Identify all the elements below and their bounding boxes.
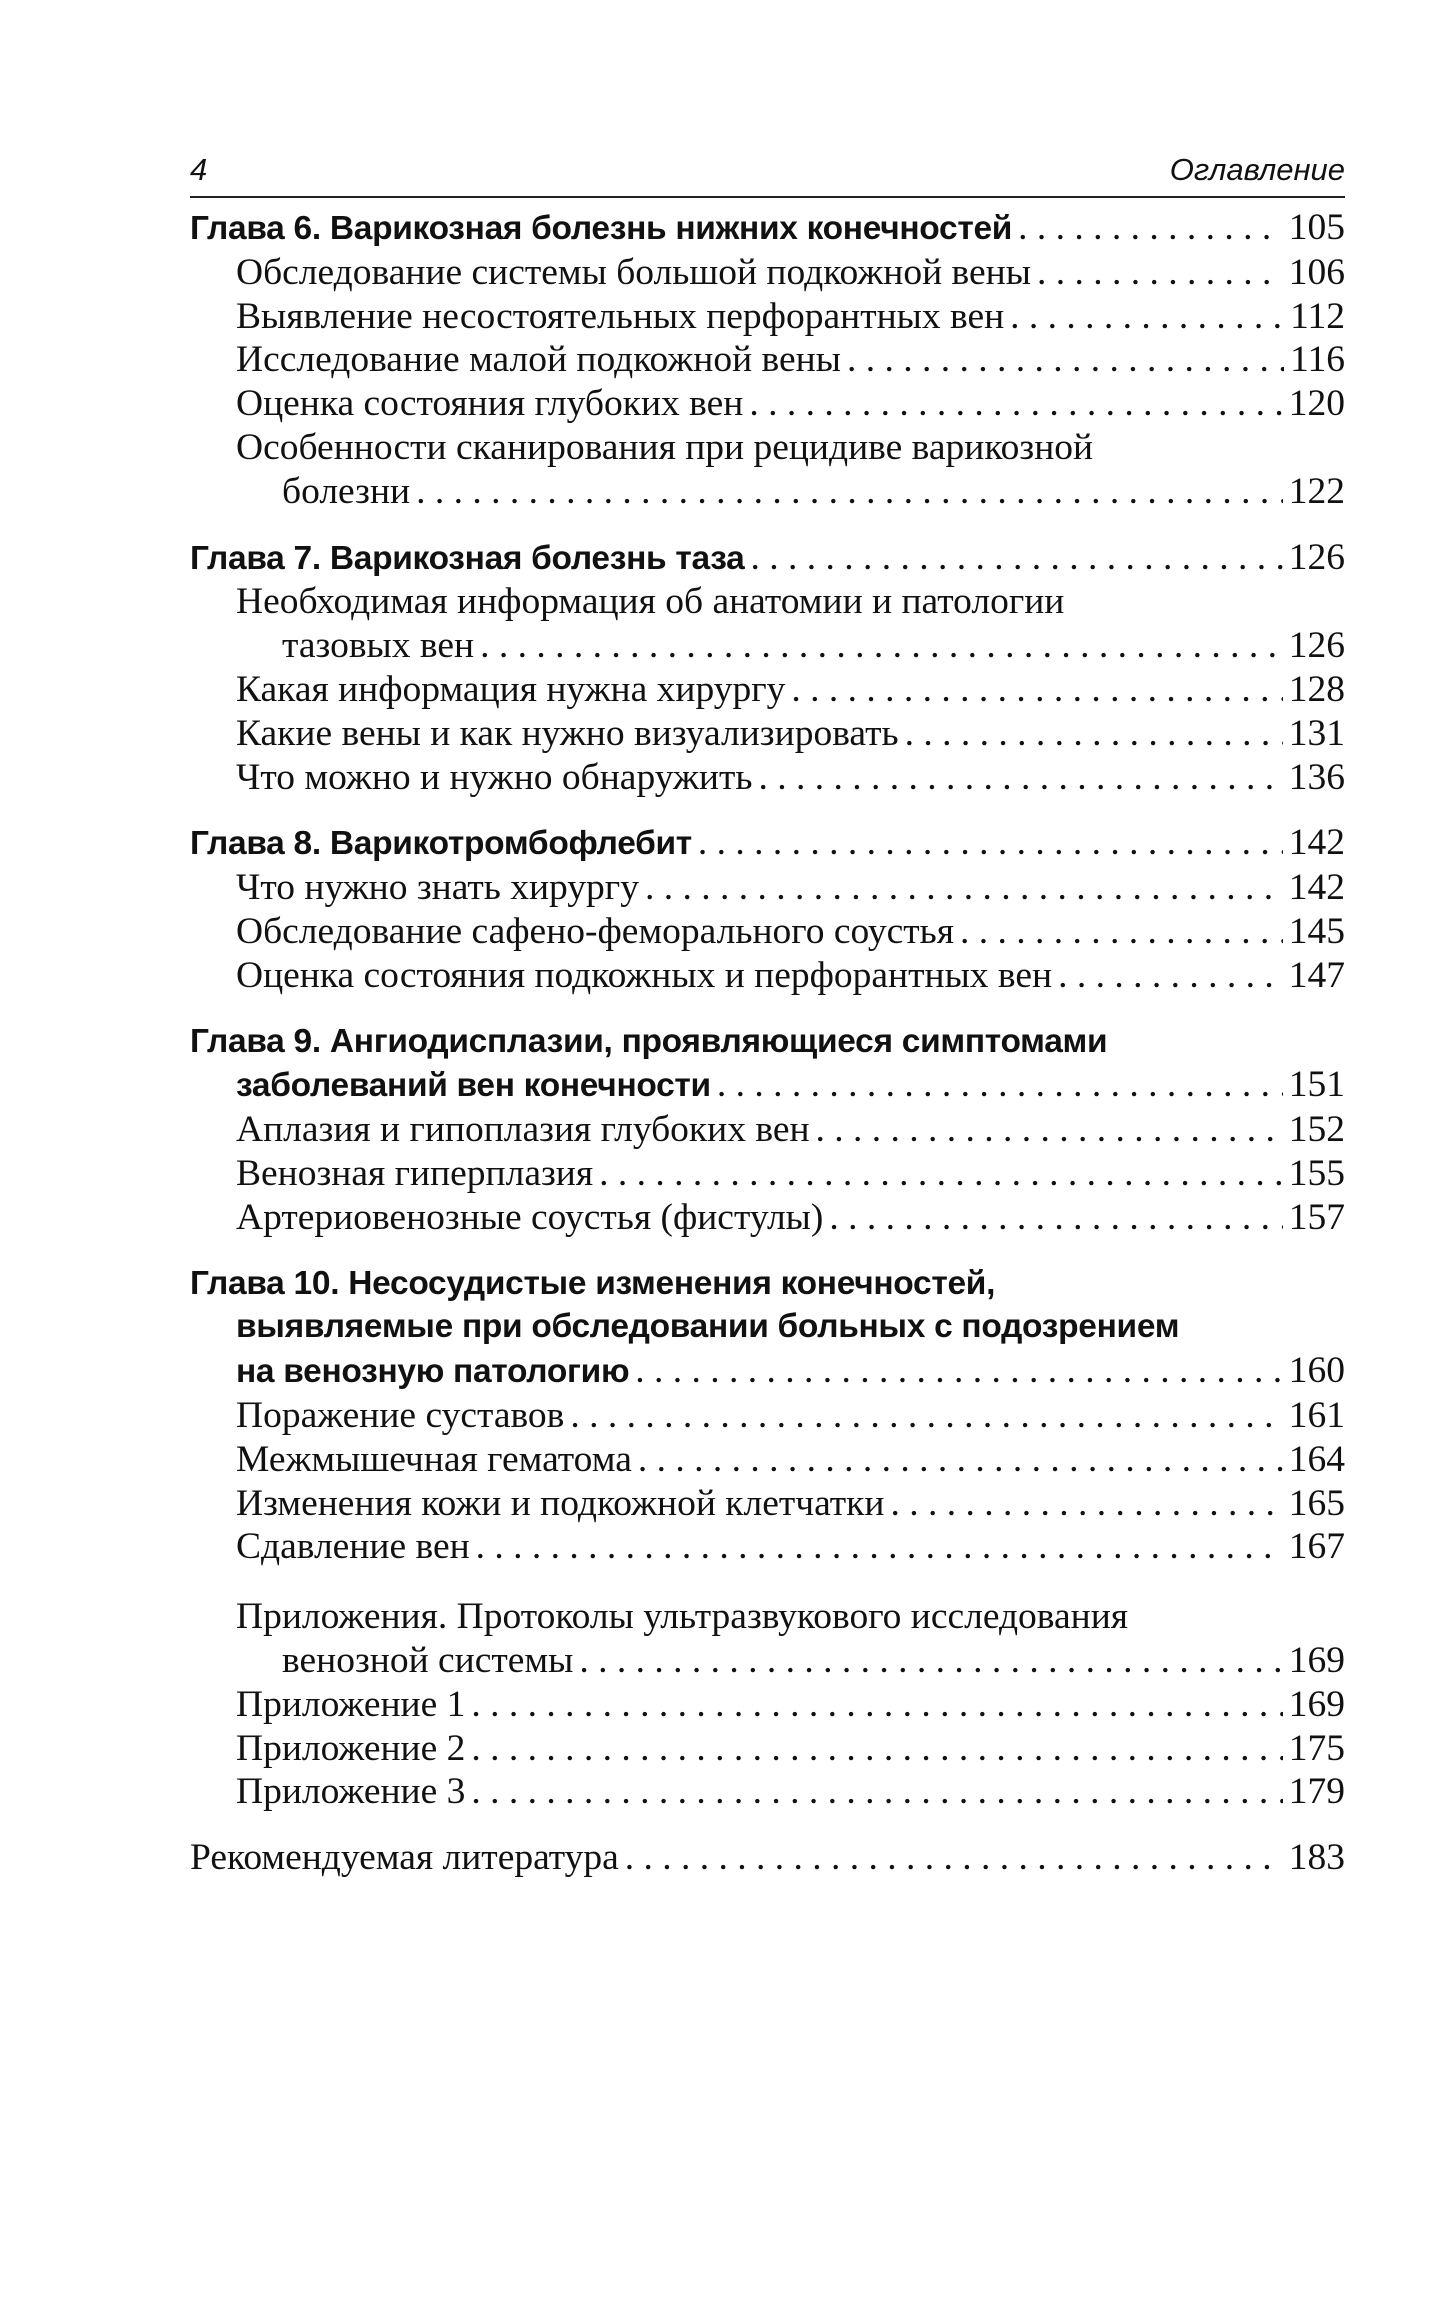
toc-section[interactable] [190, 1108, 1345, 1152]
toc-section[interactable] [190, 338, 1345, 382]
toc-page-number: 155 [1288, 1152, 1345, 1194]
toc-entry-title-line-1: Необходимая информация об анатомии и патологии [236, 581, 1065, 623]
dot-leader [750, 536, 1282, 580]
toc-chapter-10[interactable] [190, 1262, 1345, 1394]
dot-leader [645, 866, 1283, 910]
toc-page-number: 126 [1288, 536, 1345, 578]
dot-leader [905, 712, 1283, 756]
dot-leader [579, 1639, 1282, 1683]
toc-appendices[interactable] [190, 1595, 1345, 1683]
toc-entry-title: Приложение 2 [236, 1727, 466, 1769]
dot-leader [1018, 206, 1283, 250]
dot-leader [476, 1525, 1283, 1569]
document-page [190, 140, 1345, 1902]
dot-leader [471, 1770, 1282, 1814]
toc-section[interactable] [190, 954, 1345, 998]
toc-section[interactable] [190, 1683, 1345, 1727]
toc-section[interactable] [190, 1394, 1345, 1438]
toc-page-number: 128 [1288, 668, 1345, 710]
toc-section[interactable] [190, 1770, 1345, 1814]
toc-entry-title: Оценка состояния глубоких вен [236, 383, 744, 425]
dot-leader [791, 668, 1282, 712]
dot-leader [717, 1063, 1283, 1107]
toc-entry-title: Какие вены и как нужно визуализировать [236, 712, 899, 754]
toc-section[interactable] [190, 668, 1345, 712]
dot-leader [471, 1727, 1282, 1771]
dot-leader [829, 1196, 1282, 1240]
toc-group-chapter-9 [190, 1020, 1345, 1240]
toc-group-appendices [190, 1595, 1345, 1814]
toc-page-number: 161 [1288, 1394, 1345, 1436]
toc-section[interactable] [190, 382, 1345, 426]
toc-page-number: 116 [1290, 339, 1345, 381]
dot-leader [847, 338, 1284, 382]
toc-page-number: 147 [1288, 954, 1345, 996]
dot-leader [890, 1482, 1282, 1526]
toc-entry-title: Приложение 3 [236, 1771, 466, 1813]
toc-page-number: 167 [1288, 1526, 1345, 1568]
toc-page-number: 145 [1288, 910, 1345, 952]
toc-page-number: 106 [1288, 251, 1345, 293]
toc-page-number: 120 [1288, 383, 1345, 425]
dot-leader [960, 910, 1283, 954]
toc-page-number: 142 [1288, 822, 1345, 864]
toc-entry-title: Какая информация нужна хирургу [236, 668, 786, 710]
toc-entry-title-line-1: Приложения. Протоколы ультразвукового исследования [236, 1596, 1129, 1638]
toc-entry-title: Венозная гиперплазия [236, 1152, 594, 1194]
toc-page-number: 131 [1288, 712, 1345, 754]
toc-entry-title-line-1: Особенности сканирования при рецидиве варикозной [236, 426, 1094, 468]
dot-leader [638, 1438, 1283, 1482]
toc-entry-title-line-1: Глава 10. Несосудистые изменения конечностей, [190, 1264, 996, 1302]
toc-entry-title: Выявление несостоятельных перфорантных вен [236, 295, 1005, 337]
toc-page-number: 179 [1288, 1771, 1345, 1813]
toc-page-number: 160 [1288, 1350, 1345, 1392]
toc-entry-title-line-2: выявляемые при обследовании больных с подозрением [236, 1308, 1180, 1346]
toc-entry-title-line-2: болезни [282, 470, 411, 512]
table-of-contents [190, 206, 1345, 1880]
toc-entry-title: Оценка состояния подкожных и перфорантных вен [236, 954, 1053, 996]
toc-page-number: 175 [1288, 1727, 1345, 1769]
toc-entry-title: Исследование малой подкожной вены [236, 339, 841, 381]
toc-group-chapter-10 [190, 1262, 1345, 1570]
toc-entry-title-line-2: заболеваний вен конечности [236, 1067, 711, 1105]
toc-entry-title: Приложение 1 [236, 1683, 466, 1725]
toc-section[interactable] [190, 251, 1345, 295]
toc-page-number: 164 [1288, 1438, 1345, 1480]
dot-leader [749, 382, 1282, 426]
toc-group-chapter-8 [190, 821, 1345, 997]
toc-page-number: 169 [1288, 1639, 1345, 1681]
toc-entry-title: Глава 7. Варикозная болезнь таза [190, 539, 745, 577]
toc-chapter-6[interactable] [190, 206, 1345, 251]
dot-leader [1010, 295, 1284, 339]
toc-references[interactable] [190, 1836, 1345, 1880]
toc-entry-title: Глава 6. Варикозная болезнь нижних конечностей [190, 210, 1013, 247]
toc-entry-title-line-1: Глава 9. Ангиодисплазии, проявляющиеся симптомами [190, 1022, 1108, 1060]
page-number: 4 [190, 152, 208, 187]
toc-chapter-8[interactable] [190, 821, 1345, 866]
toc-entry-title: Аплазия и гипоплазия глубоких вен [236, 1109, 810, 1151]
toc-entry-title: Артериовенозные соустья (фистулы) [236, 1196, 824, 1238]
toc-page-number: 152 [1288, 1109, 1345, 1151]
toc-page-number: 126 [1288, 625, 1345, 667]
toc-section[interactable] [190, 712, 1345, 756]
toc-group-chapter-6 [190, 206, 1345, 514]
toc-page-number: 157 [1288, 1196, 1345, 1238]
toc-entry-title: Межмышечная гематома [236, 1438, 632, 1480]
toc-entry-title: Поражение суставов [236, 1394, 565, 1436]
toc-page-number: 142 [1288, 867, 1345, 909]
toc-chapter-9[interactable] [190, 1020, 1345, 1109]
toc-entry-title: Рекомендуемая литература [190, 1837, 619, 1879]
toc-entry-title: Обследование сафено-феморального соустья [236, 910, 954, 952]
toc-section[interactable] [190, 580, 1345, 668]
dot-leader [625, 1836, 1283, 1880]
toc-section[interactable] [190, 866, 1345, 910]
dot-leader [758, 756, 1282, 800]
toc-entry-title: Обследование системы большой подкожной вены [236, 251, 1031, 293]
dot-leader [599, 1152, 1283, 1196]
toc-entry-title: Изменения кожи и подкожной клетчатки [236, 1482, 885, 1524]
toc-page-number: 151 [1288, 1064, 1345, 1106]
toc-section[interactable] [190, 1727, 1345, 1771]
toc-page-number: 165 [1288, 1482, 1345, 1524]
toc-entry-title: Что нужно знать хирургу [236, 867, 639, 909]
toc-chapter-7[interactable] [190, 536, 1345, 581]
toc-page-number: 169 [1288, 1683, 1345, 1725]
toc-section[interactable] [190, 426, 1345, 514]
toc-page-number: 122 [1288, 470, 1345, 512]
dot-leader [816, 1108, 1283, 1152]
toc-entry-title: Глава 8. Варикотромбофлебит [190, 825, 692, 863]
toc-section[interactable] [190, 295, 1345, 339]
running-title: Оглавление [1169, 152, 1345, 187]
toc-section[interactable] [190, 1196, 1345, 1240]
toc-page-number: 112 [1290, 295, 1345, 337]
dot-leader [698, 821, 1283, 865]
toc-entry-title: Сдавление вен [236, 1526, 470, 1568]
dot-leader [1058, 954, 1283, 998]
toc-section[interactable] [190, 1482, 1345, 1526]
dot-leader [416, 470, 1283, 514]
dot-leader [635, 1349, 1282, 1393]
toc-section[interactable] [190, 1438, 1345, 1482]
toc-section[interactable] [190, 910, 1345, 954]
toc-group-chapter-7 [190, 536, 1345, 800]
running-header [190, 140, 1345, 198]
dot-leader [471, 1683, 1282, 1727]
toc-section[interactable] [190, 1525, 1345, 1569]
toc-entry-title-line-2: тазовых вен [282, 625, 475, 667]
toc-group-references [190, 1836, 1345, 1880]
dot-leader [1037, 251, 1283, 295]
dot-leader [480, 624, 1283, 668]
toc-section[interactable] [190, 1152, 1345, 1196]
toc-page-number: 136 [1288, 756, 1345, 798]
toc-entry-title: Что можно и нужно обнаружить [236, 756, 753, 798]
toc-section[interactable] [190, 756, 1345, 800]
toc-page-number: 183 [1288, 1837, 1345, 1879]
toc-entry-title-line-2: венозной системы [282, 1639, 574, 1681]
dot-leader [570, 1394, 1282, 1438]
toc-page-number: 105 [1288, 207, 1345, 248]
toc-entry-title-line-3: на венозную патологию [236, 1353, 630, 1391]
